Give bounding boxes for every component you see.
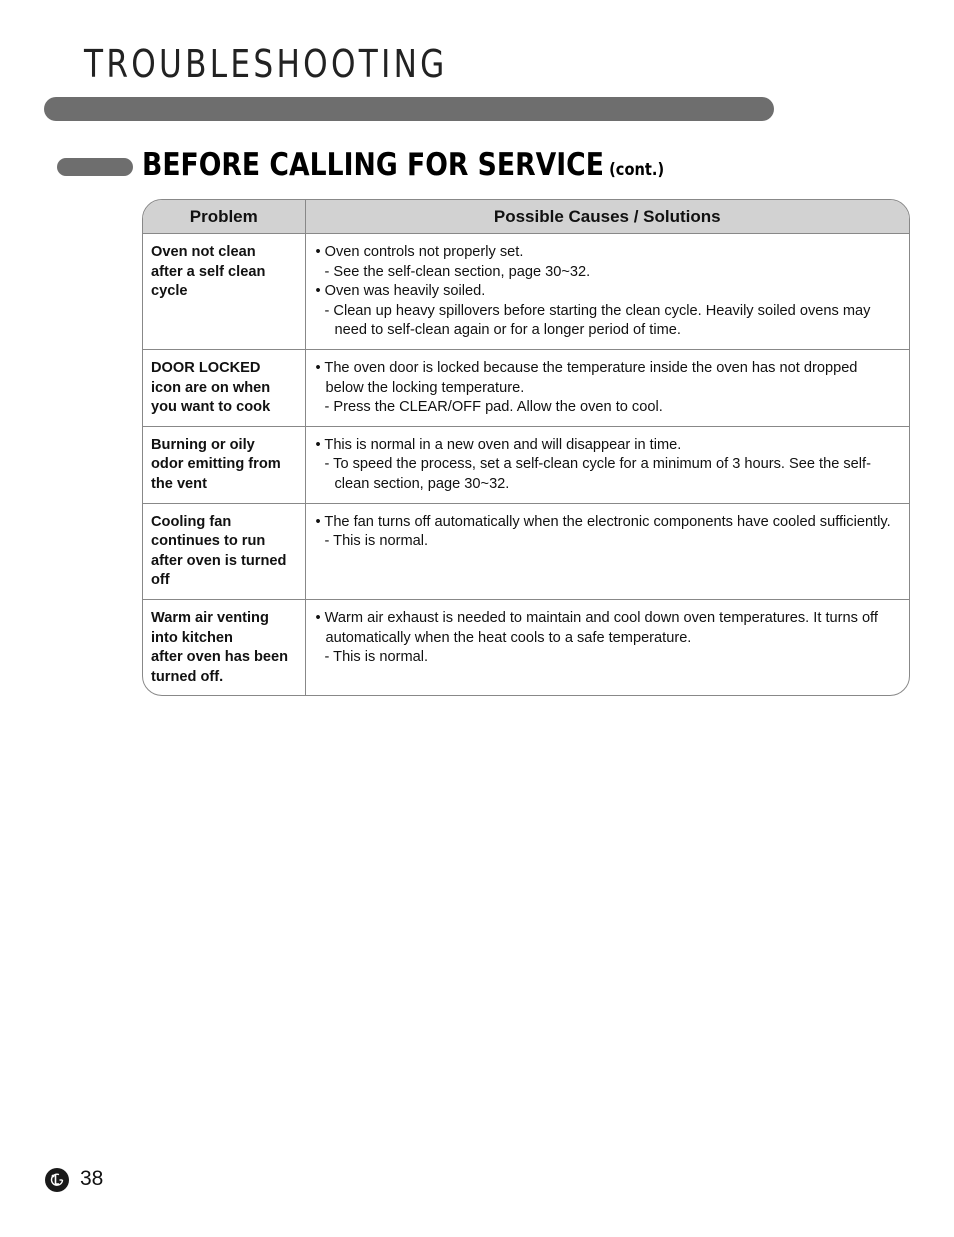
solution-cell	[305, 234, 909, 350]
problem-text-line: Oven not clean	[151, 244, 256, 260]
section-heading	[142, 147, 664, 183]
solution-step: - This is normal.	[324, 649, 429, 666]
cause-bullet: • The oven door is locked because the temperature inside the oven has not dropped below the locking temperature.	[315, 359, 858, 396]
problem-text-line: into kitchen	[151, 629, 233, 646]
column-header-problem: Problem	[143, 200, 305, 234]
table-row	[143, 234, 909, 350]
cause-bullet: • Oven was heavily soiled.	[315, 283, 486, 300]
problem-text-line: continues to run	[151, 533, 266, 550]
problem-text-line: DOOR LOCKED	[151, 359, 261, 376]
solution-step: - Press the CLEAR/OFF pad. Allow the oven to cool.	[324, 399, 663, 416]
page-title: TROUBLESHOOTING	[84, 42, 448, 86]
problem-text-line: you want to cook	[151, 399, 271, 416]
problem-cell	[143, 426, 305, 503]
table-row	[143, 349, 909, 426]
column-header-solutions: Possible Causes / Solutions	[305, 200, 909, 234]
troubleshooting-table	[142, 199, 910, 696]
problem-text-line: Cooling fan	[151, 513, 232, 530]
title-underline-bar	[44, 97, 774, 121]
problem-cell	[143, 503, 305, 599]
solution-cell	[305, 349, 909, 426]
page-number: 38	[80, 1167, 104, 1190]
solution-step: - This is normal.	[324, 533, 429, 550]
cause-bullet: • Warm air exhaust is needed to maintain and cool down oven temperatures. It turns off automatically when the heat cools to a safe temperature.	[315, 609, 878, 646]
problem-cell	[143, 234, 305, 350]
problem-text-line: off	[151, 572, 170, 589]
section-suffix: (cont.)	[609, 160, 665, 180]
problem-text-line: odor emitting from	[151, 456, 281, 473]
solution-step: - See the self-clean section, page 30~32.	[324, 263, 591, 280]
problem-text-line: icon are on when	[151, 379, 271, 396]
section-title: BEFORE CALLING FOR SERVICE	[142, 147, 604, 183]
solution-cell	[305, 426, 909, 503]
lg-logo-graphic	[45, 1168, 69, 1192]
problem-text-line: after oven has been	[151, 649, 289, 666]
problem-cell	[143, 349, 305, 426]
problem-text-line: after a self clean	[151, 263, 266, 280]
problem-text-line: Burning or oily	[151, 436, 255, 453]
problem-text-line: the vent	[151, 475, 207, 492]
table-body	[143, 234, 909, 696]
section-marker-pill	[57, 158, 133, 176]
cause-bullet: • This is normal in a new oven and will disappear in time.	[315, 436, 682, 453]
solution-cell	[305, 503, 909, 599]
problem-cell	[143, 599, 305, 695]
table-header-row	[143, 200, 909, 234]
solution-step: - Clean up heavy spillovers before starting the clean cycle. Heavily soiled ovens may need to self-clean again or for a longer period of time.	[324, 302, 871, 339]
problem-text-line: Warm air venting	[151, 609, 269, 626]
lg-logo-icon	[45, 1168, 69, 1192]
table-row	[143, 503, 909, 599]
problem-text-line: after oven is turned	[151, 552, 287, 569]
cause-bullet: • The fan turns off automatically when the electronic components have cooled sufficiently.	[315, 513, 891, 530]
cause-bullet: • Oven controls not properly set.	[315, 244, 524, 260]
problem-text-line: cycle	[151, 283, 188, 300]
solution-cell	[305, 599, 909, 695]
problem-text-line: turned off.	[151, 668, 224, 685]
table-row	[143, 599, 909, 695]
solution-step: - To speed the process, set a self-clean cycle for a minimum of 3 hours. See the self-clean section, page 30~32.	[324, 456, 871, 492]
table-row	[143, 426, 909, 503]
